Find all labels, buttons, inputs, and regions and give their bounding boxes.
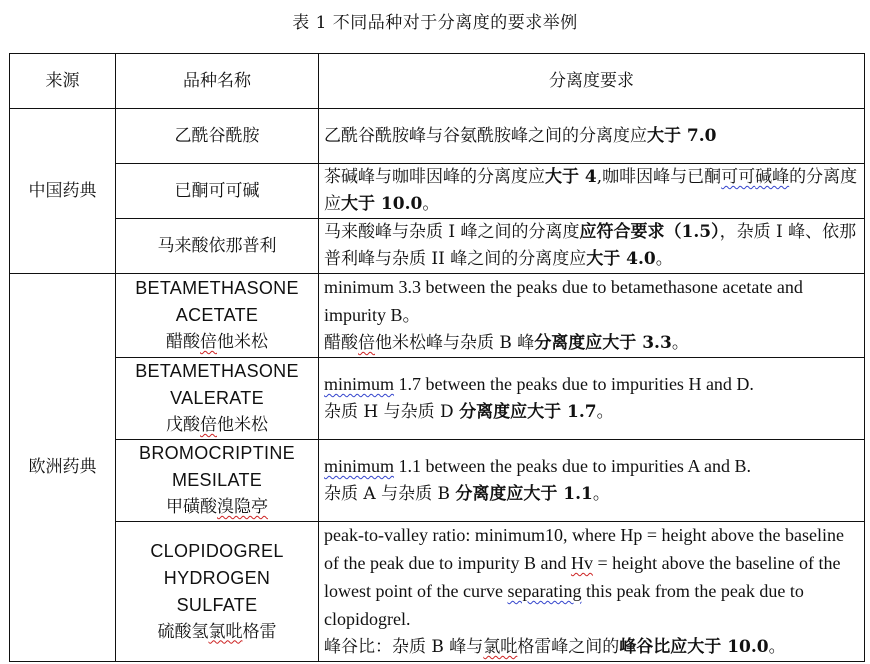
group-europe: 欧洲药典 — [10, 274, 116, 662]
requirement-cell: 乙酰谷酰胺峰与谷氨酰胺峰之间的分离度应大于 7.0 — [319, 109, 865, 164]
drug-name: 马来酸依那普利 — [116, 219, 319, 274]
table-row — [10, 358, 865, 440]
table-row — [10, 219, 865, 274]
requirement-cell: 马来酸峰与杂质 I 峰之间的分离度应符合要求（1.5），杂质 I 峰、依那普利峰与杂质 II 峰之间的分离度应大于 4.0。 — [319, 219, 865, 274]
header-requirement: 分离度要求 — [319, 54, 865, 109]
drug-name: CLOPIDOGREL HYDROGEN SULFATE 硫酸氢氯吡格雷 — [116, 522, 319, 662]
table-row — [10, 440, 865, 522]
requirement-cell: peak-to-valley ratio: minimum10, where Hp = height above the baseline of the peak due to impurity B and Hv = height above the baseline of the lowest point of the curve separating this peak from the peak due to clopidogrel. 峰谷比：杂质 B 峰与氯吡格雷峰之间的峰谷比应大于 10.0。 — [319, 522, 865, 662]
group-china: 中国药典 — [10, 109, 116, 274]
header-row — [10, 54, 865, 109]
table-row — [10, 522, 865, 662]
drug-name: BROMOCRIPTINE MESILATE 甲磺酸溴隐亭 — [116, 440, 319, 522]
drug-name: BETAMETHASONE ACETATE 醋酸倍他米松 — [116, 274, 319, 358]
separation-requirements-table — [9, 53, 865, 662]
requirement-cell: minimum 3.3 between the peaks due to betamethasone acetate and impurity B。 醋酸倍他米松峰与杂质 B 峰分离度应大于 3.3。 — [319, 274, 865, 358]
drug-name: BETAMETHASONE VALERATE 戊酸倍他米松 — [116, 358, 319, 440]
table-row — [10, 164, 865, 219]
requirement-cell: minimum 1.7 between the peaks due to impurities H and D. 杂质 H 与杂质 D 分离度应大于 1.7。 — [319, 358, 865, 440]
table-row — [10, 109, 865, 164]
header-name: 品种名称 — [116, 54, 319, 109]
requirement-cell: 茶碱峰与咖啡因峰的分离度应大于 4,咖啡因峰与已酮可可碱峰的分离度应大于 10.0。 — [319, 164, 865, 219]
requirement-cell: minimum 1.1 between the peaks due to impurities A and B. 杂质 A 与杂质 B 分离度应大于 1.1。 — [319, 440, 865, 522]
table-caption: 表 1 不同品种对于分离度的要求举例 — [292, 13, 578, 33]
drug-name: 乙酰谷酰胺 — [116, 109, 319, 164]
header-source: 来源 — [10, 54, 116, 109]
drug-name: 已酮可可碱 — [116, 164, 319, 219]
table-row — [10, 274, 865, 358]
